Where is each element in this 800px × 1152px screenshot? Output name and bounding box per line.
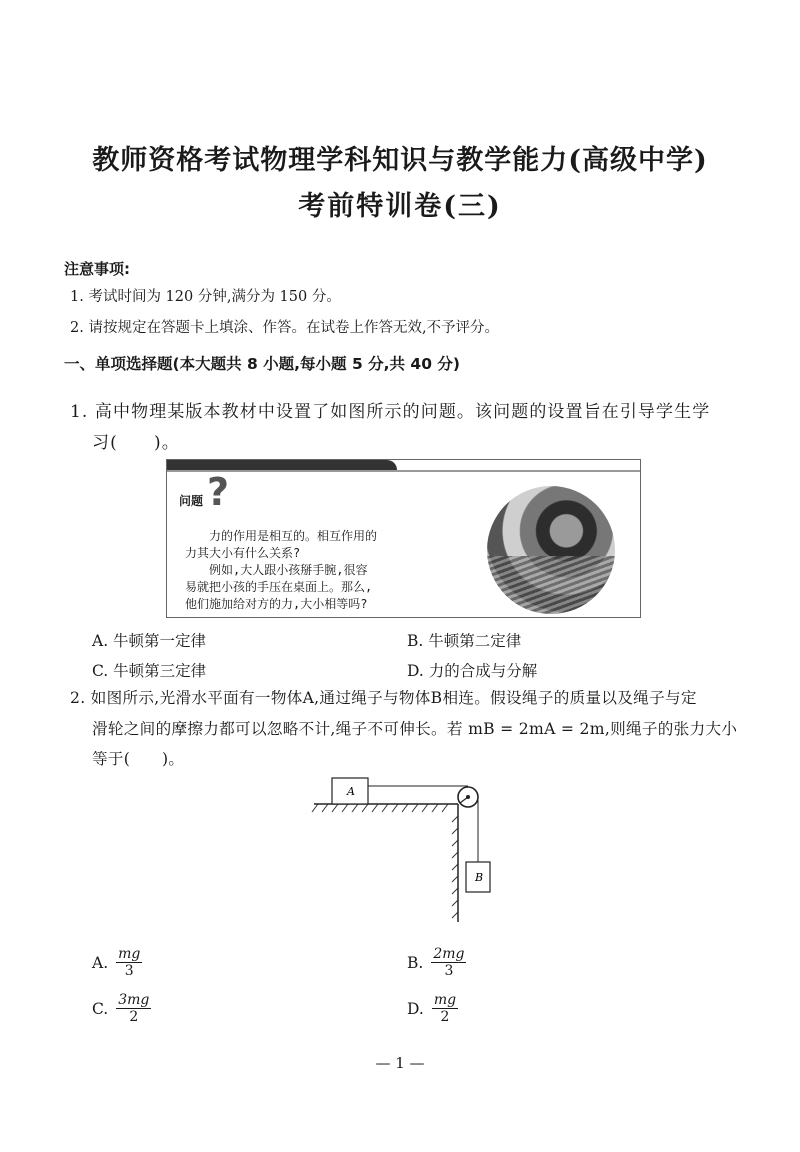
figure-text-line: 例如,大人跟小孩掰手腕,很容 xyxy=(185,563,368,577)
section-heading: 一、单项选择题(本大题共 8 小题,每小题 5 分,共 40 分) xyxy=(64,355,460,373)
q1-option-c[interactable]: C. 牛顿第三定律 xyxy=(92,662,207,680)
q2-stem-line3: 等于( )。 xyxy=(92,750,185,768)
exam-subtitle: 考前特训卷(三) xyxy=(298,191,502,222)
notice-heading: 注意事项: xyxy=(64,260,130,278)
q1-stem-line2: 习( )。 xyxy=(92,433,180,453)
table-hatching xyxy=(312,804,448,812)
option-fraction xyxy=(116,992,151,1025)
photo-shading xyxy=(487,556,615,614)
figure-question-label: 问题 xyxy=(179,494,204,508)
q2-stem-line1: 2. 如图所示,光滑水平面有一物体A,通过绳子与物体B相连。假设绳子的质量以及绳子与定 xyxy=(70,689,697,707)
figure-text-line: 力的作用是相互的。相互作用的 xyxy=(185,529,378,543)
q1-stem-line1: 1. 高中物理某版本教材中设置了如图所示的问题。该问题的设置旨在引导学生学 xyxy=(70,402,711,422)
fraction-denominator: 2 xyxy=(440,1009,450,1025)
exam-title: 教师资格考试物理学科知识与教学能力(高级中学) xyxy=(92,145,708,176)
q2-option-d[interactable] xyxy=(407,992,458,1025)
figure-header-band xyxy=(167,460,397,470)
figure-header-rule xyxy=(167,470,640,472)
fraction-denominator: 3 xyxy=(444,963,454,979)
option-letter: C. xyxy=(92,999,109,1018)
q2-option-c[interactable] xyxy=(92,992,151,1025)
option-fraction xyxy=(116,946,142,979)
option-letter: A. xyxy=(92,953,109,972)
notice-item: 2. 请按规定在答题卡上填涂、作答。在试卷上作答无效,不予评分。 xyxy=(70,320,500,336)
fraction-denominator: 2 xyxy=(129,1009,139,1025)
q1-option-b[interactable]: B. 牛顿第二定律 xyxy=(407,632,522,650)
option-fraction xyxy=(431,946,466,979)
fraction-denominator: 3 xyxy=(124,963,134,979)
option-fraction xyxy=(432,992,458,1025)
wall-hatching xyxy=(452,816,458,918)
q1-option-d[interactable]: D. 力的合成与分解 xyxy=(407,662,538,680)
block-b-label: B xyxy=(475,871,484,884)
q2-option-b[interactable] xyxy=(407,946,466,979)
q2-stem-line2: 滑轮之间的摩擦力都可以忽略不计,绳子不可伸长。若 mB = 2mA = 2m,则绳子的张力大小 xyxy=(92,720,738,738)
block-a-label: A xyxy=(347,785,355,798)
option-letter: D. xyxy=(407,999,424,1018)
fraction-numerator: 3mg xyxy=(118,992,150,1008)
fraction-numerator: mg xyxy=(433,992,457,1008)
option-letter: B. xyxy=(407,953,424,972)
arm-wrestling-photo xyxy=(487,486,615,614)
notice-item: 1. 考试时间为 120 分钟,满分为 150 分。 xyxy=(70,289,341,305)
figure-text-line: 力其大小有什么关系? xyxy=(185,546,301,560)
figure-text-line: 易就把小孩的手压在桌面上。那么, xyxy=(185,580,373,594)
question-mark-icon: ? xyxy=(207,470,230,514)
fraction-numerator: 2mg xyxy=(433,946,465,962)
q1-figure xyxy=(166,459,641,618)
page-number: — 1 — xyxy=(375,1054,425,1072)
q2-option-a[interactable] xyxy=(92,946,142,979)
pulley-diagram xyxy=(310,770,500,930)
q1-option-a[interactable]: A. 牛顿第一定律 xyxy=(92,632,207,650)
figure-text-line: 他们施加给对方的力,大小相等吗? xyxy=(185,597,368,611)
fraction-numerator: mg xyxy=(118,946,141,962)
